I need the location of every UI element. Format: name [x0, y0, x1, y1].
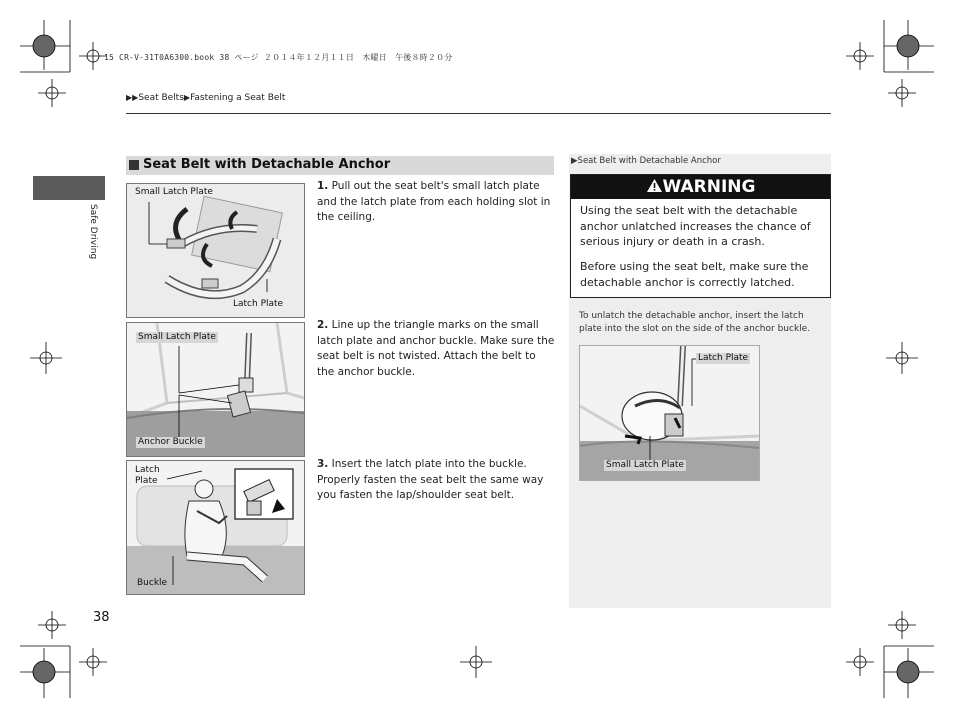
step-3-text: Insert the latch plate into the buckle. Properly fasten the seat belt the same way you fasten the lap/shoulder seat belt.	[317, 458, 544, 501]
aside-reference	[571, 156, 721, 166]
breadcrumb	[126, 93, 285, 103]
aside-figure-label-small-latch-plate: Small Latch Plate	[606, 460, 684, 470]
step-2	[317, 318, 555, 380]
step-3	[317, 457, 555, 504]
step-2-text: Line up the triangle marks on the small latch plate and anchor buckle. Make sure the seat belt is not twisted. Attach the belt to the anchor buckle.	[317, 319, 555, 378]
breadcrumb-level1[interactable]: Seat Belts	[138, 93, 184, 103]
aside-note: To unlatch the detachable anchor, insert the latch plate into the slot on the side of the anchor buckle.	[579, 311, 811, 334]
figure-step-2	[126, 322, 305, 457]
figure-2-label-anchor-buckle: Anchor Buckle	[138, 437, 203, 447]
warning-title	[571, 175, 830, 199]
breadcrumb-level2[interactable]: Fastening a Seat Belt	[190, 93, 286, 103]
chapter-tab	[33, 176, 105, 200]
page-number: 38	[93, 610, 110, 625]
warning-paragraph-2: Before using the seat belt, make sure the detachable anchor is correctly latched.	[580, 260, 809, 289]
figure-3-label-plate: Plate	[135, 476, 158, 486]
warning-box	[570, 174, 831, 298]
warning-triangle-icon	[646, 178, 663, 193]
reference-arrow-icon: ▶	[571, 156, 578, 166]
section-heading	[126, 156, 554, 175]
figure-2-label-small-latch-plate: Small Latch Plate	[138, 332, 216, 342]
step-1-number: 1.	[317, 180, 329, 192]
step-1	[317, 179, 555, 226]
step-3-number: 3.	[317, 458, 329, 470]
figure-step-1	[126, 183, 305, 318]
warning-title-text: WARNING	[662, 177, 756, 197]
section-title: Seat Belt with Detachable Anchor	[143, 157, 391, 172]
seat-belt-ceiling-illustration	[127, 184, 304, 317]
figure-step-3	[126, 460, 305, 595]
print-header: 15 CR-V-31T0A6300.book 38 ページ ２０１４年１２月１１日 木曜日 午後８時２０分	[104, 53, 453, 62]
aside-figure	[579, 345, 760, 481]
figure-1-label-small-latch-plate: Small Latch Plate	[135, 187, 213, 197]
figure-3-label-latch: Latch	[135, 465, 160, 475]
aside-reference-label[interactable]: Seat Belt with Detachable Anchor	[577, 156, 721, 166]
heading-square-icon	[129, 160, 139, 170]
header-rule	[126, 113, 831, 114]
chapter-label: Safe Driving	[88, 204, 98, 260]
figure-1-label-latch-plate: Latch Plate	[233, 299, 284, 309]
aside-figure-label-latch-plate: Latch Plate	[698, 353, 749, 363]
step-1-text: Pull out the seat belt's small latch plate and the latch plate from each holding slot in the ceiling.	[317, 180, 551, 223]
figure-3-label-buckle: Buckle	[137, 578, 168, 588]
breadcrumb-arrows: ▶▶	[126, 93, 139, 102]
breadcrumb-separator: ▶	[183, 93, 191, 102]
step-2-number: 2.	[317, 319, 329, 331]
warning-paragraph-1: Using the seat belt with the detachable anchor unlatched increases the chance of serious injury or death in a crash.	[580, 204, 811, 248]
